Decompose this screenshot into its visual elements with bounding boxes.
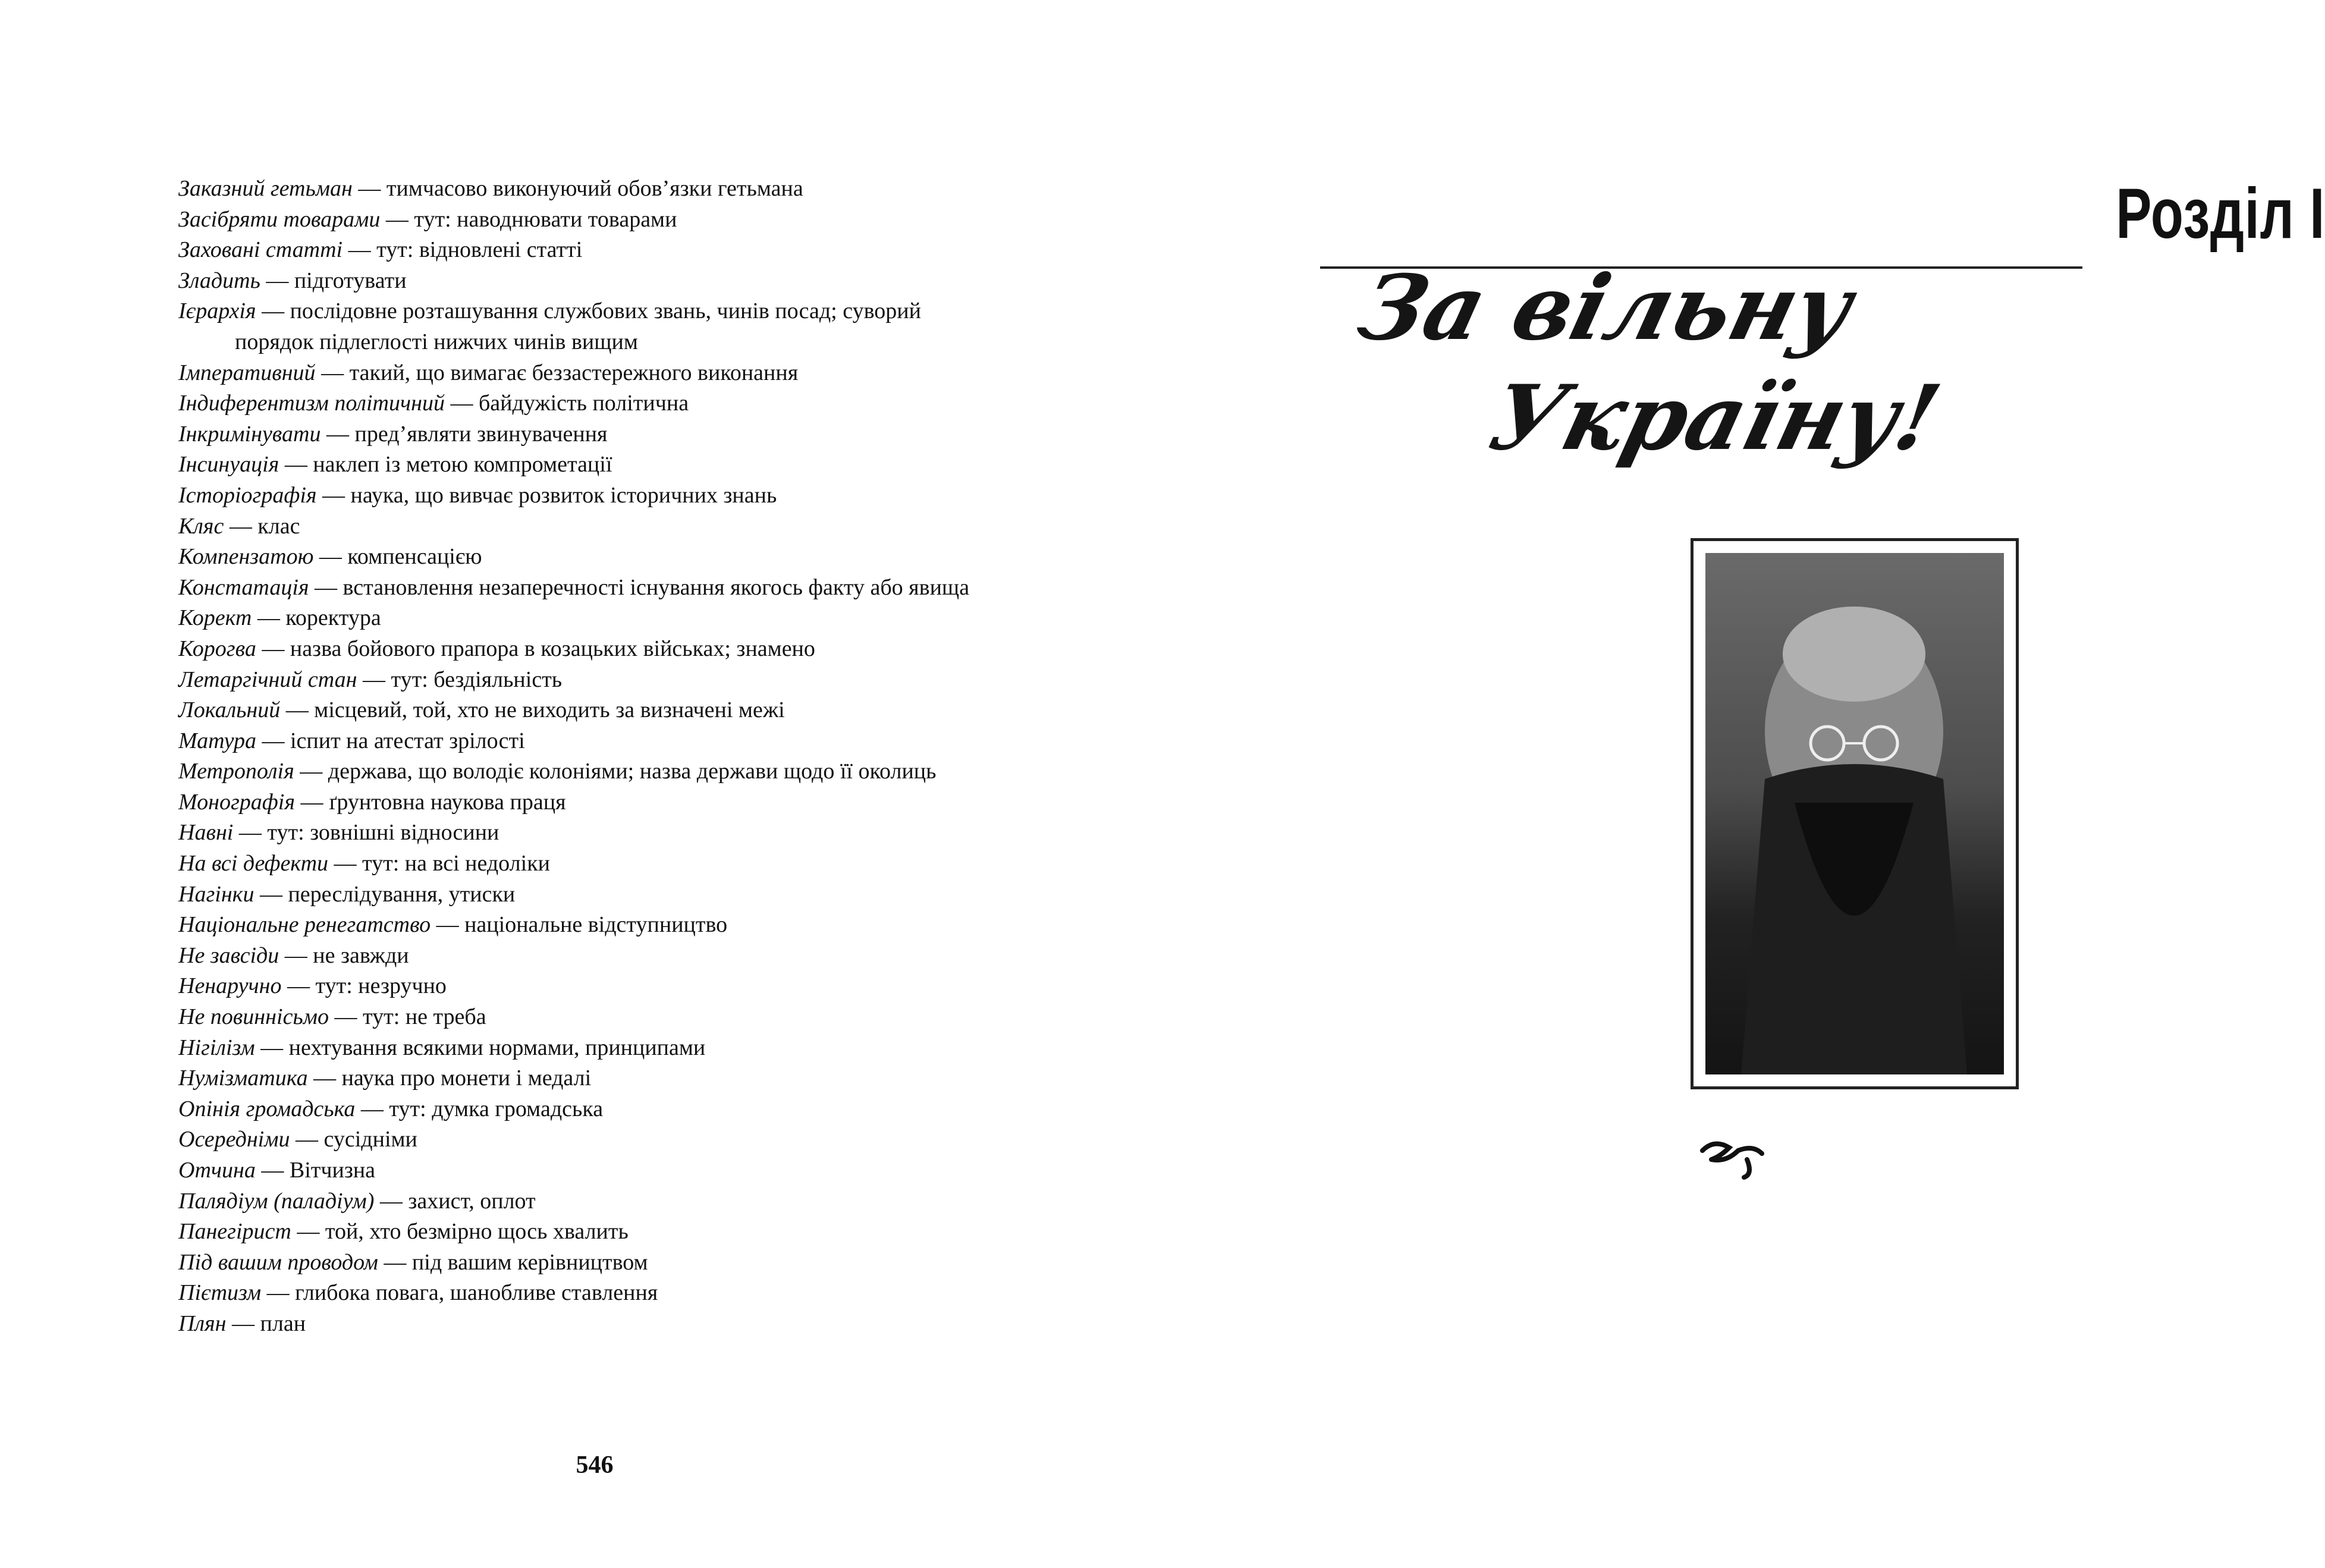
glossary-definition: — тут: думка громадська — [355, 1096, 604, 1121]
glossary-entry — [178, 1309, 987, 1340]
glossary-entry — [178, 1217, 987, 1248]
glossary-term: Зладить — [178, 268, 260, 293]
portrait-photo-icon — [1705, 553, 2004, 1074]
glossary-definition: — пред’являти звинувачення — [321, 421, 608, 447]
glossary-entry — [178, 971, 987, 1002]
glossary-term: Констатація — [178, 574, 309, 600]
glossary-definition: — наука про монети і медалі — [307, 1066, 592, 1091]
chapter-title: Розділ I — [2116, 174, 2325, 253]
glossary-definition: — іспит на атестат зрілості — [256, 728, 525, 753]
glossary-term: Локальний — [178, 697, 281, 723]
glossary-definition: — тут: бездіяльність — [357, 667, 563, 692]
glossary-term: Навні — [178, 820, 234, 846]
page-number: 546 — [576, 1451, 614, 1479]
glossary-entry — [178, 296, 978, 357]
glossary-term: Індиферентизм політичний — [178, 391, 445, 416]
glossary-entry — [178, 910, 987, 941]
glossary-definition: — сусідніми — [290, 1127, 417, 1152]
right-page — [1142, 0, 2325, 1568]
glossary-definition: — тут: відновлені статті — [343, 237, 583, 263]
glossary-entry — [178, 1033, 987, 1064]
glossary-definition: — нехтування всякими нормами, принципами — [255, 1035, 706, 1060]
glossary-entry — [178, 266, 987, 297]
signature-mark-icon — [1696, 1133, 1768, 1180]
glossary-entry — [178, 205, 987, 235]
glossary-entry — [178, 1155, 987, 1186]
glossary-entry — [178, 419, 987, 450]
glossary-term: Нагінки — [178, 881, 255, 907]
glossary-term: Засібряти товарами — [178, 206, 381, 232]
glossary-term: Не завсіди — [178, 942, 279, 968]
glossary-definition: — послідовне розташування службових звань, чинів посад; суворий порядок підлеглості нижчих чинів вищим — [235, 298, 921, 354]
glossary-definition: — тут: на всі недоліки — [328, 851, 550, 876]
glossary-definition: — тимчасово виконуючий обов’язки гетьмана — [352, 176, 803, 201]
glossary-term: Осередніми — [178, 1127, 290, 1152]
glossary-definition: — національне відступництво — [431, 912, 728, 938]
glossary-entry — [178, 1124, 987, 1155]
glossary-definition: — план — [226, 1311, 306, 1336]
glossary-entry — [178, 1278, 987, 1309]
glossary-entry — [178, 358, 987, 389]
glossary-definition: — під вашим керівництвом — [378, 1249, 648, 1275]
glossary-definition: — встановлення незаперечності існування якогось факту або явища — [309, 574, 970, 600]
glossary-definition: — ґрунтовна наукова праця — [295, 789, 566, 815]
glossary-term: Отчина — [178, 1158, 256, 1183]
glossary-definition: — той, хто безмірно щось хвалить — [291, 1219, 629, 1245]
glossary-definition: — назва бойового прапора в козацьких військах; знамено — [256, 636, 815, 661]
glossary-term: Імперативний — [178, 360, 316, 385]
script-title-line-1: За вільну — [1349, 256, 1863, 360]
glossary-term: Заказний гетьман — [178, 176, 353, 201]
glossary-entry — [178, 235, 987, 266]
glossary-term: Корект — [178, 605, 252, 631]
glossary-definition: — захист, оплот — [374, 1188, 536, 1214]
glossary-entry — [178, 603, 987, 634]
portrait-frame — [1691, 538, 2019, 1089]
glossary-term: Ієрархія — [178, 298, 256, 324]
glossary-term: Компензатою — [178, 544, 314, 570]
glossary-entry — [178, 1094, 987, 1125]
glossary-entry — [178, 726, 987, 757]
glossary-term: Монографія — [178, 789, 295, 815]
glossary-entry — [178, 665, 987, 696]
glossary-term: Ненаручно — [178, 973, 282, 999]
glossary-term: Матура — [178, 728, 256, 753]
glossary-definition: — держава, що володіє колоніями; назва держави щодо її околиць — [294, 759, 937, 784]
glossary-term: Плян — [178, 1311, 227, 1336]
glossary-definition: — компенсацією — [313, 544, 482, 570]
glossary-definition: — тут: наводнювати товарами — [380, 206, 677, 232]
glossary-term: Заховані статті — [178, 237, 343, 263]
glossary-entry — [178, 849, 987, 879]
glossary-definition: — коректура — [252, 605, 381, 631]
glossary-entry — [178, 756, 1002, 787]
glossary-entry — [178, 634, 987, 665]
glossary-definition: — наука, що вивчає розвиток історичних знань — [316, 482, 777, 508]
glossary-term: Інкримінувати — [178, 421, 321, 447]
glossary-definition: — глибока повага, шанобливе ставлення — [261, 1280, 658, 1306]
glossary-entry — [178, 787, 987, 818]
glossary-entry — [178, 542, 987, 573]
glossary-entry — [178, 573, 1026, 604]
glossary-term: Історіографія — [178, 482, 317, 508]
glossary-definition: — переслідування, утиски — [254, 881, 516, 907]
glossary-term: Національне ренегатство — [178, 912, 431, 938]
glossary-entry — [178, 695, 987, 726]
glossary-definition: — байдужість політична — [444, 391, 689, 416]
glossary-entry — [178, 818, 987, 849]
glossary-term: Пієтизм — [178, 1280, 262, 1306]
glossary-definition: — наклеп із метою компрометації — [279, 452, 612, 477]
glossary-entry — [178, 174, 987, 205]
left-page — [0, 0, 1142, 1568]
glossary-term: Метрополія — [178, 759, 294, 784]
glossary-entry — [178, 879, 987, 910]
portrait-illustration — [1705, 553, 2004, 1074]
glossary-entry — [178, 480, 987, 511]
glossary-term: На всі дефекти — [178, 851, 329, 876]
glossary-term: Інсинуація — [178, 452, 279, 477]
glossary-term: Нумізматика — [178, 1066, 308, 1091]
glossary-entry — [178, 941, 987, 972]
glossary-term: Палядіум (паладіум) — [178, 1188, 375, 1214]
glossary-term: Корогва — [178, 636, 256, 661]
glossary-definition: — тут: незручно — [281, 973, 447, 999]
glossary-entry — [178, 511, 987, 542]
glossary-definition: — клас — [224, 513, 300, 539]
glossary-term: Панегірист — [178, 1219, 291, 1245]
glossary-term: Кляс — [178, 513, 224, 539]
glossary-term: Не повиннісьмо — [178, 1004, 329, 1030]
glossary-term: Нігілізм — [178, 1035, 255, 1060]
glossary-definition: — тут: зовнішні відносини — [233, 820, 499, 846]
glossary-entry — [178, 1186, 987, 1217]
glossary-definition: — підготувати — [260, 268, 407, 293]
glossary-list — [178, 174, 987, 1340]
glossary-definition: — тут: не треба — [328, 1004, 486, 1030]
glossary-entry — [178, 1248, 987, 1278]
glossary-entry — [178, 388, 987, 419]
glossary-entry — [178, 1002, 987, 1033]
glossary-entry — [178, 450, 987, 480]
glossary-term: Під вашим проводом — [178, 1249, 378, 1275]
script-title-line-2: Україну! — [1479, 366, 1950, 470]
glossary-definition: — місцевий, той, хто не виходить за визначені межі — [280, 697, 785, 723]
glossary-definition: — такий, що вимагає беззастережного виконання — [315, 360, 799, 385]
glossary-definition: — Вітчизна — [255, 1158, 376, 1183]
glossary-definition: — не завжди — [279, 942, 409, 968]
glossary-term: Летаргічний стан — [178, 667, 357, 692]
glossary-term: Опінія громадська — [178, 1096, 356, 1121]
glossary-entry — [178, 1063, 987, 1094]
